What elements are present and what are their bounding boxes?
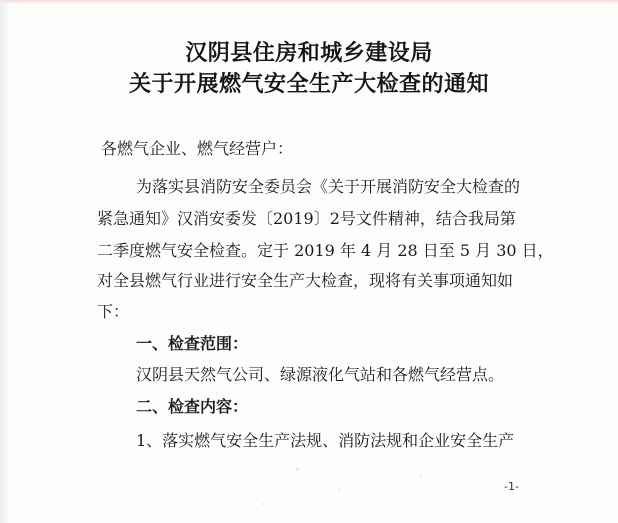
page-number: -1- <box>504 480 519 493</box>
page-top-edge <box>0 0 618 4</box>
body-line-5: 下： <box>97 302 130 321</box>
section-1-heading: 一、检查范围： <box>136 334 249 353</box>
section-2-heading: 二、检查内容： <box>136 397 249 416</box>
body-line-4: 对全县燃气行业进行安全生产大检查，现将有关事项通知如 <box>97 271 514 290</box>
scan-speck <box>420 475 422 477</box>
section-1-text: 汉阴县天然气公司、绿源液化气站和各燃气经营点。 <box>136 365 505 384</box>
scan-speck <box>296 468 299 471</box>
salutation: 各燃气企业、燃气经营户： <box>101 139 294 158</box>
scan-speck <box>262 503 264 505</box>
section-2-item-1: 1、落实燃气安全生产法规、消防法规和企业安全生产 <box>136 431 515 450</box>
body-line-2: 紧急通知》汉消安委发〔2019〕2号文件精神，结合我局第 <box>97 209 516 228</box>
body-line-3: 二季度燃气安全检查。定于 2019 年 4 月 28 日至 5 月 30 日， <box>97 241 554 260</box>
scan-speck <box>338 489 340 491</box>
document-title-line-2: 关于开展燃气安全生产大检查的通知 <box>128 71 489 97</box>
document-title-line-1: 汉阴县住房和城乡建设局 <box>185 40 433 66</box>
body-line-1: 为落实县消防安全委员会《关于开展消防安全大检查的 <box>136 177 521 196</box>
